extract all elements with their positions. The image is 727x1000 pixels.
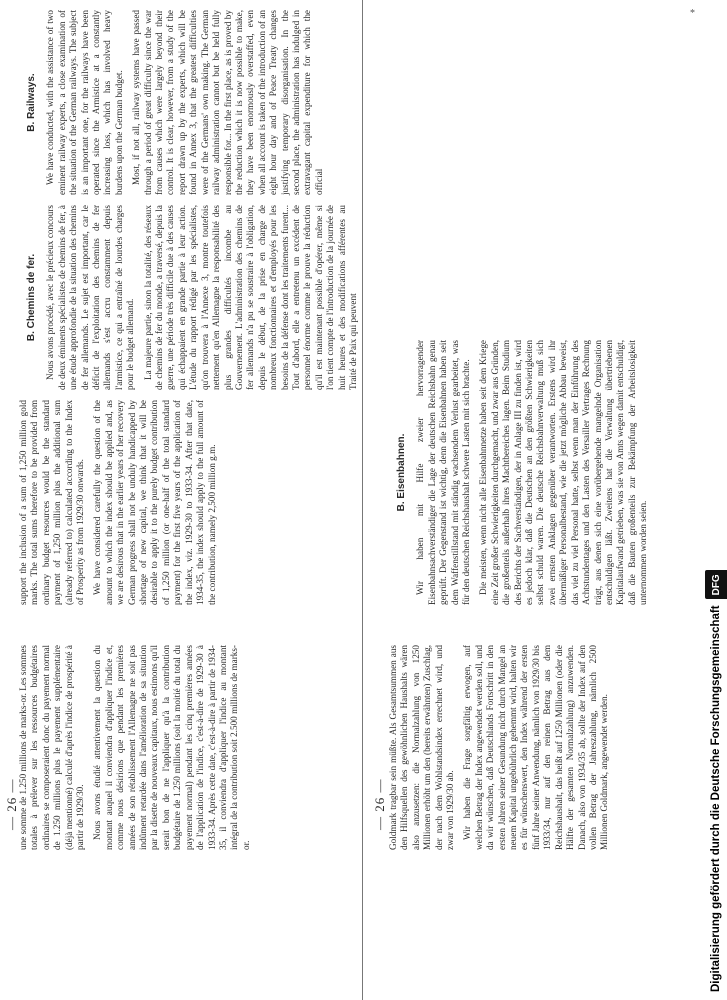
en-paragraph: Most, if not all, railway systems have passed through a period of great difficulty since the war from causes which were largely beyond their control. It is clear, however, from a study of the report drawn up by the experts, which will be found in Annex 3, that the greatest difficulties were of the Germans' own making. The German railway administration cannot but be held fully responsible for... In the first place, as is proved by the reduction which it is now possible to make, they have been enormously overstaffed, even when all account is taken of the introduction of an eight hour day and of Peace Treaty changes justifying temporary disorganisation. In the second place, the administration has indulged in extravagant capital expenditure for which the official — [131, 10, 324, 195]
french-railway-column — [18, 205, 358, 390]
page-number-right: — 26 — — [372, 778, 387, 830]
de-paragraph: Goldmark tragbar sein müßte. Als Gesamtsummen aus den Hilfsquellen des gewöhnlichen Haushalts wären also anzusetzen: die Normalzahlung von 1250 Millionen erhöht um den (bereits erwähnten) Zuschlag, der nach dem Wohlstandsindex errechnet wird, und zwar von 1929/30 ab. — [388, 645, 456, 850]
de-paragraph: Wir haben mit Hilfe zweier hervorragender Eisenbahnsachverständiger die Lage der deutschen Reichsbahn genau geprüft. Der Gegenstand ist wichtig, denn die Eisenbahnen haben seit dem Waffenstillstand mit ständig wachsendem Verlust gearbeitet, was für den deutschen Reichshaushalt schwere Lasten mit sich brachte. — [415, 340, 472, 605]
de-paragraph: Die meisten, wenn nicht alle Eisenbahnnetze haben seit dem Kriege eine Zeit großer Schwierigkeiten durchgemacht, und zwar aus Gründen, die großenteils außerhalb ihres Machtbereiches lagen. Beim Studium des Berichts der Sachverständigen, der in Anlage III zu finden ist, wird es jedoch klar, daß die Deutschen an den größten Schwierigkeiten selbst schuld waren. Die deutsche Reichsbahnverwaltung muß sich zwei ernsten Anklagen gegenüber verantworten. Erstens wird ihr übermäßiger Personalbestand, wie die jetzt mögliche Abbau beweist, das viel zu viel Personal hatte, selbst wenn man der Einführung des Achtstundentages und den Lasten des Versailler Vertrages Rechnung trägt, aus denen sich eine vorübergehende mangelnde Organisation entschuldigen läßt. Zweitens hat die Verwaltung übertriebenen Kapitalaufwand getrieben, was sie von Amts wegen damit entschuldigt, daß die Bauten großenteils zur Bekämpfung der Arbeitslosigkeit unternommen worden seien. — [478, 340, 649, 605]
dfg-banner-text: Digitalisierung gefördert durch die Deutsche Forschungsgemeinschaft — [710, 605, 722, 992]
en-paragraph: We have conducted, with the assistance of two eminent railway experts, a close examination of the situation of the German railways. The subject is an important one, for the railways have been operated since the Armistice at a constantly increasing loss, which has involved heavy burdens upon the German budget. — [45, 10, 124, 195]
fr-paragraph: une somme de 1.250 millions de marks-or. Les sommes totales à prélever sur les ressources budgétaires ordinaires se composeraient donc du payement normal de 1.250 millions plus le payement supplémentaire (déjà mentionné) calculé d'après l'indice de prospérité à partir de 1929/30. — [18, 645, 86, 850]
fr-paragraph: Nous avons étudié attentivement la question du montant auquel il conviendra d'appliquer l'indice et, comme nous désirions que pendant les premières années de son rétablissement l'Allemagne ne soit pas indûment retardée dans l'amélioration de sa situation par la disette de nouveaux capitaux, nous estimons qu'il serait bon de ne l'appliquer qu'à la contribution budgétaire de 1.250 millions (soit la moitié du total du payement normal) pendant les cinq premières années de l'application de l'indice, c'est-à-dire de 1929-30 à 1933-34. Après cette date, c'est-à-dire à partir de 1934-35, il conviendra d'appliquer l'indice au montant intégral de la contribution soit 2.500 millions de marks-or. — [92, 645, 251, 850]
en-section-heading: B. Railways. — [26, 73, 37, 132]
dfg-logo-icon: DFG — [705, 570, 727, 599]
fr-section-heading: B. Chemins de fer. — [26, 253, 37, 342]
en-paragraph: support the inclusion of a sum of 1,250 million gold marks. The total sums therefore to be provided from ordinary budget resources would be the standard payment of 1,250 million plus the additional sum (already referred to) calculated according to the Index of Prosperity as from 1929/30 onwards. — [18, 400, 86, 605]
page-number-left: — 26 — — [4, 778, 19, 830]
scan-mark: * — [690, 8, 695, 19]
de-paragraph: Wir haben die Frage sorgfältig erwogen, auf welchen Betrag der Index angewendet werden soll, und da wir wünschen, daß Deutschlands Fortschritt in den ersten Jahren seiner Gesundung nicht durch Mangel an neuem Kapital ungebührlich gehemmt wird, halten wir es für wünschenswert, den Index während der ersten fünf Jahre seiner Anwendung, nämlich von 1929/30 bis 1933/34, nur auf den reinen Betrag aus dem Reichshaushalt, das heißt auf 1250 Millionen (oder die Hälfte der gesamten Normalzahlung) anzuwenden. Danach, also von 1934/35 ab, sollte der Index auf den vollen Betrag der Jahreszahlung, nämlich 2500 Millionen Goldmark, angewendet werden. — [462, 645, 610, 850]
english-railway-column — [18, 10, 348, 195]
fr-paragraph: La majeure partie, sinon la totalité, des réseaux de chemins de fer du monde, a traversé, depuis la guerre, une période très difficile due à des causes qui échappaient en grande partie à leur action. L'étude du rapport rédigé par les spécialistes, qu'on trouvera à l'Annexe 3, montre toutefois nettement qu'en Allemagne la responsabilité des plus grandes difficultés incombe au Gouvernement. L'administration des chemins de fer allemands n'a pu se soustraire à l'obligation, depuis le début, de la prise en charge de nombreux fonctionnaires et d'employés pour les besoins de la défense dont les traitements furent... Tout d'abord, elle a entretenu un excédent de personnel énorme comme le prouve la réduction qu'il est maintenant possible d'opérer, même si l'on tient compte de l'introduction de la journée de huit heures et des modifications afférentes au Traité de Paix qui peuvent — [142, 205, 358, 390]
en-paragraph: We have considered carefully the question of the amount to which the index should be applied and, as we are desirous that in the earlier years of her recovery German progress shall not be unduly handicapped by shortage of new capital, we think that it will be desirable to apply it to the purely budget contribution of 1,250 million (or one-half of the total standard payment) for the first five years of the application of the index, viz. 1929-30 to 1933-34. After that date, 1934-35, the index should apply to the full amount of the contribution, namely 2,500 million g.m. — [92, 400, 217, 605]
fr-paragraph: Nous avons procédé, avec le précieux concours de deux éminents spécialistes de chemins de fer, à une étude approfondie de la situation des chemins de fer allemands. Le sujet est important, car le déficit de l'exploitation des chemins de fer allemands s'est accru constamment depuis l'armistice, ce qui a entraîné de lourdes charges pour le budget allemand. — [45, 205, 136, 390]
de-section-heading: B. Eisenbahnen. — [396, 433, 407, 512]
